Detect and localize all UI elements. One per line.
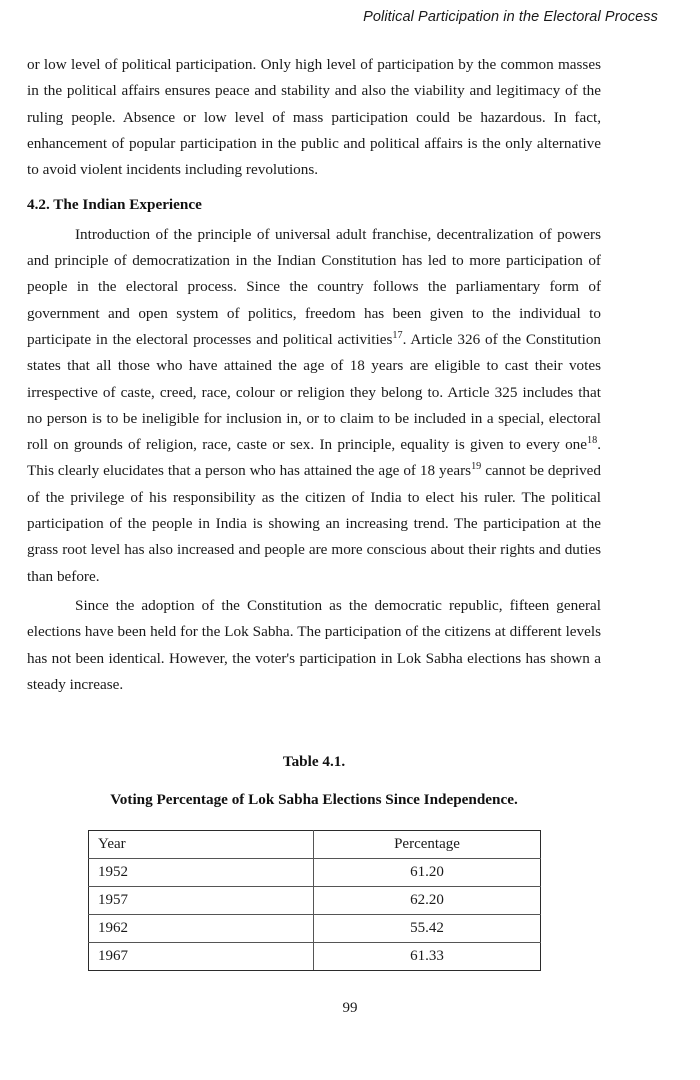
paragraph-text-segment-2: . Article 326 of the Constitution states that all those who have attained the age of 18 years are eligible to cast their votes irrespective of caste, creed, race, colour or religion they belong to. Article 325 includes that no person is to be ineligible for inclusion in, or to claim to be included in a special, electoral roll on grounds of religion, race, caste or sex. In principle, equality is given to every one [27,330,602,454]
column-header-year: Year [89,831,314,859]
paragraph-indian-experience [27,222,601,590]
table-row [89,859,541,887]
table-number-caption: Table 4.1. [282,753,346,770]
table-header-row [89,831,541,859]
paragraph-text-segment-4: cannot be deprived of the privilege of his responsibility as the citizen of India to elect his ruler. The political participation of the people in India is showing an increasing trend. The participation at the grass root level has also increased and people are more conscious about their rights and duties than before. [27,462,601,585]
table-title-caption: Voting Percentage of Lok Sabha Elections Since Independence. [110,791,518,808]
table-row [89,915,541,943]
paragraph-general-elections: Since the adoption of the Constitution as the democratic republic, fifteen general elections have been held for the Lok Sabha. The participation of the citizens at different levels has not been identical. However, the voter's participation in Lok Sabha elections has shown a steady increase. [27,596,601,693]
cell-percentage: 62.20 [314,887,541,915]
table-block [27,752,601,971]
footnote-ref-18: 18 [587,435,598,447]
voting-percentage-table [88,830,541,971]
cell-percentage: 55.42 [314,915,541,943]
document-body [27,52,601,698]
footnote-ref-19: 19 [471,461,482,473]
table-row [89,943,541,971]
spacer [27,183,601,192]
cell-year: 1962 [89,915,314,943]
cell-percentage: 61.33 [314,943,541,971]
paragraph-text-segment-3: . This clearly elucidates that a person who has attained the age of 18 years [27,436,601,480]
cell-percentage: 61.20 [314,859,541,887]
section-heading-4-2: 4.2. The Indian Experience [27,196,202,214]
cell-year: 1957 [89,887,314,915]
running-header: Political Participation in the Electoral Process [363,9,658,25]
page-number: 99 [342,1000,358,1016]
paragraph-text-segment-1: Introduction of the principle of universal adult franchise, decentralization of powers and principle of democratization in the Indian Constitution has led to more participation of people in the electoral process. Since the country follows the parliamentary form of government and open system of politics, freedom has been given to the individual to participate in the electoral processes and political activities [27,225,601,348]
cell-year: 1952 [89,859,314,887]
column-header-percentage: Percentage [314,831,541,859]
footnote-ref-17: 17 [392,329,403,341]
table-row [89,887,541,915]
cell-year: 1967 [89,943,314,971]
paragraph-continued: or low level of political participation. Only high level of participation by the common masses in the political affairs ensures peace and stability and also the viability and legitimacy of the ruling people. Absence or low level of mass participation could be hazardous. In fact, enhancement of popular participation in the public and political affairs is the only alternative to avoid violent incidents including revolutions. [27,56,601,179]
